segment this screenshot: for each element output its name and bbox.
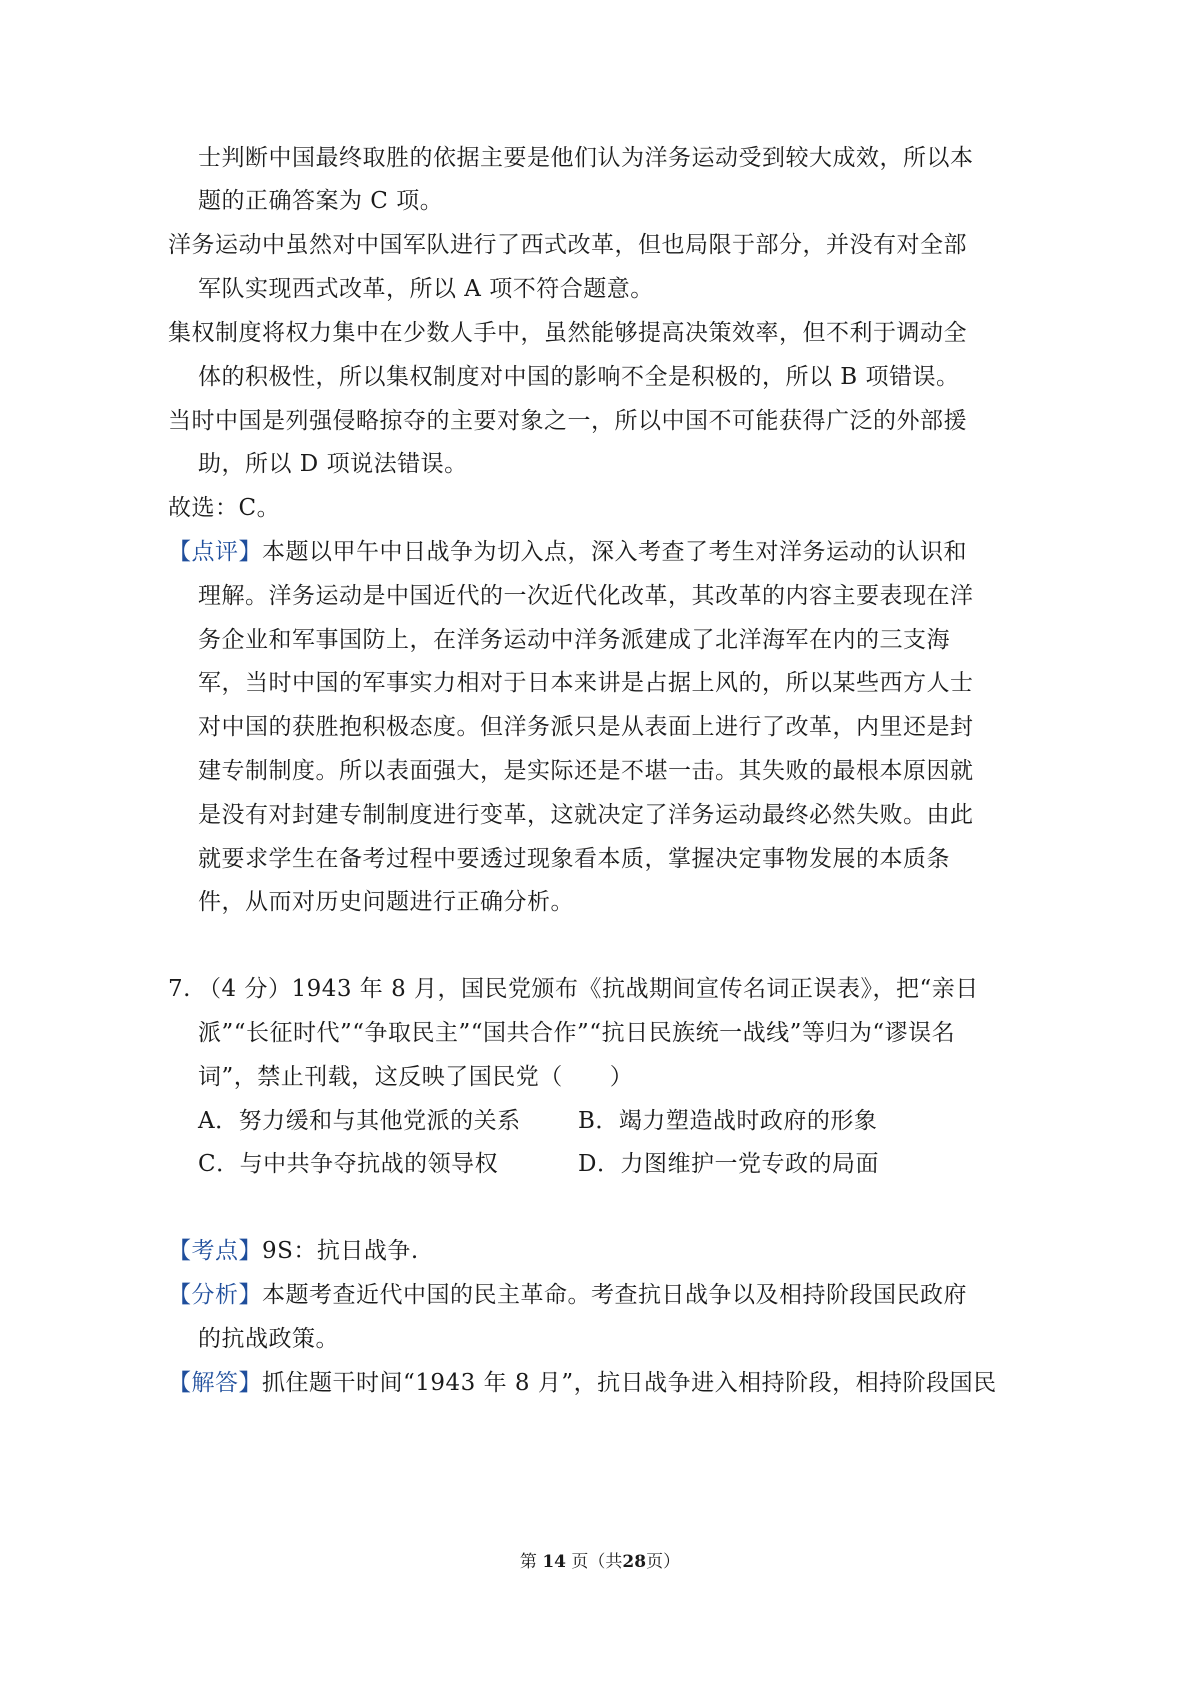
footer-prefix: 第: [519, 1552, 537, 1572]
kaodian-line: [168, 1235, 419, 1267]
question-line-2: 派”“长征时代”“争取民主”“国共合作”“抗日民族统一战线”等归为“谬误名: [198, 1020, 956, 1046]
footer-page-number: 14: [542, 1552, 566, 1572]
answer-choice-line: 故选：C。: [168, 495, 281, 521]
comment-text-1: 本题以甲午中日战争为切入点，深入考查了考生对洋务运动的认识和: [262, 539, 967, 565]
comment-line-6: 建专制制度。所以表面强大，是实际还是不堪一击。其失败的最根本原因就: [198, 758, 974, 784]
jieda-line-1: [168, 1367, 997, 1399]
comment-line-7: 是没有对封建专制制度进行变革，这就决定了洋务运动最终必然失败。由此: [198, 802, 974, 828]
footer-middle: 页（共: [571, 1552, 623, 1572]
jieda-text-1: 抓住题干时间“1943 年 8 月”，抗日战争进入相持阶段，相持阶段国民: [262, 1370, 997, 1396]
jieda-tag: 【解答】: [168, 1370, 262, 1396]
question-line-1: （4 分）1943 年 8 月，国民党颁布《抗战期间宣传名词正误表》，把“亲日: [198, 976, 979, 1002]
kaodian-tag: 【考点】: [168, 1238, 262, 1264]
answer-line-1: 士判断中国最终取胜的依据主要是他们认为洋务运动受到较大成效，所以本: [198, 145, 974, 171]
comment-line-2: 理解。洋务运动是中国近代的一次近代化改革，其改革的内容主要表现在洋: [198, 583, 974, 609]
option-b: B．竭力塑造战时政府的形象: [578, 1108, 878, 1134]
comment-line-3: 务企业和军事国防上，在洋务运动中洋务派建成了北洋海军在内的三支海: [198, 627, 950, 653]
answer-line-8: 助，所以 D 项说法错误。: [198, 451, 468, 477]
fenxi-line-2: 的抗战政策。: [198, 1326, 339, 1352]
answer-line-4: 军队实现西式改革，所以 A 项不符合题意。: [198, 276, 654, 302]
question-number: 7.: [168, 976, 191, 1002]
question-line-3: 词”，禁止刊载，这反映了国民党（ ）: [198, 1064, 634, 1090]
page-footer: [0, 1550, 1200, 1574]
comment-tag: 【点评】: [168, 539, 262, 565]
comment-line-4: 军，当时中国的军事实力相对于日本来讲是占据上风的，所以某些西方人士: [198, 670, 974, 696]
answer-line-3: 洋务运动中虽然对中国军队进行了西式改革，但也局限于部分，并没有对全部: [168, 232, 967, 258]
option-a: A．努力缓和与其他党派的关系: [198, 1108, 521, 1134]
footer-suffix: 页）: [646, 1552, 681, 1572]
comment-line-9: 件，从而对历史问题进行正确分析。: [198, 889, 574, 915]
fenxi-line-1: [168, 1279, 967, 1311]
comment-line-1: [168, 536, 967, 568]
answer-line-6: 体的积极性，所以集权制度对中国的影响不全是积极的，所以 B 项错误。: [198, 364, 960, 390]
comment-line-5: 对中国的获胜抱积极态度。但洋务派只是从表面上进行了改革，内里还是封: [198, 714, 974, 740]
kaodian-text: 9S：抗日战争.: [262, 1238, 419, 1264]
option-c: C．与中共争夺抗战的领导权: [198, 1151, 499, 1177]
fenxi-text-1: 本题考查近代中国的民主革命。考查抗日战争以及相持阶段国民政府: [262, 1282, 967, 1308]
answer-line-7: 当时中国是列强侵略掠夺的主要对象之一，所以中国不可能获得广泛的外部援: [168, 408, 967, 434]
option-d: D．力图维护一党专政的局面: [578, 1151, 879, 1177]
answer-line-2: 题的正确答案为 C 项。: [198, 188, 444, 214]
comment-line-8: 就要求学生在备考过程中要透过现象看本质，掌握决定事物发展的本质条: [198, 846, 950, 872]
answer-line-5: 集权制度将权力集中在少数人手中，虽然能够提高决策效率，但不利于调动全: [168, 320, 967, 346]
footer-total-pages: 28: [622, 1552, 647, 1572]
fenxi-tag: 【分析】: [168, 1282, 262, 1308]
